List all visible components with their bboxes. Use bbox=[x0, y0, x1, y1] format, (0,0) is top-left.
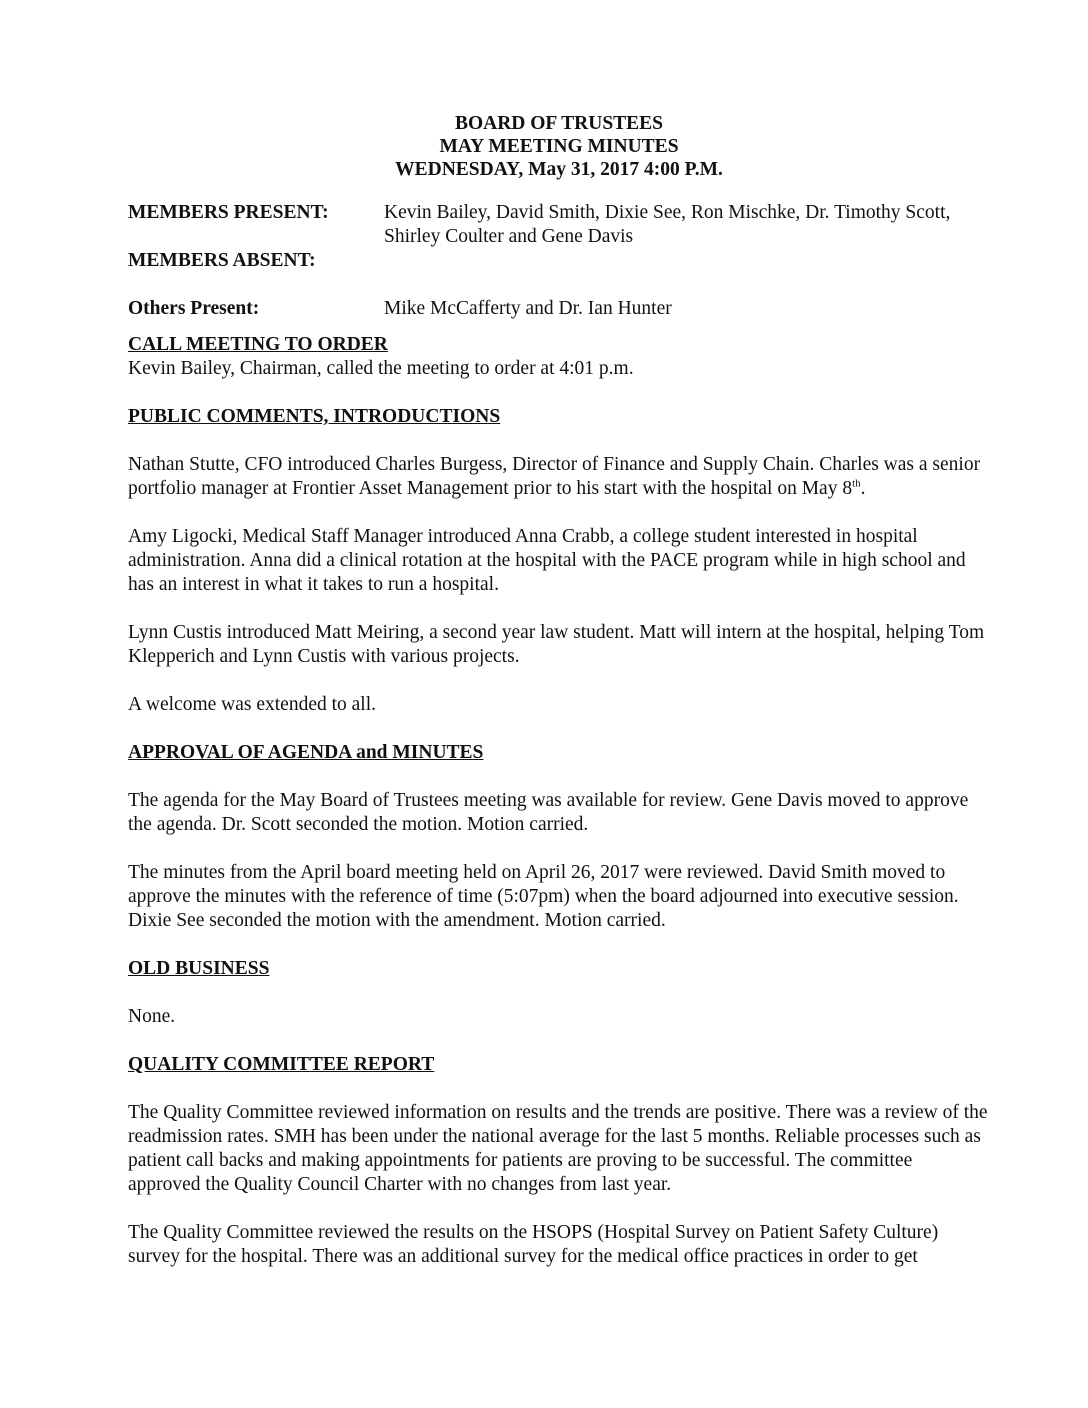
others-present-label: Others Present: bbox=[128, 298, 260, 319]
public-comments-paragraph-1-text: Nathan Stutte, CFO introduced Charles Burgess, Director of Finance and Supply Chain. Charles was a senior portfolio manager at Frontier Asset Management prior to his start with the hospital on May 8 bbox=[128, 454, 981, 499]
call-to-order-text: Kevin Bailey, Chairman, called the meeting to order at 4:01 p.m. bbox=[128, 358, 634, 379]
members-present-row bbox=[128, 201, 988, 249]
others-present-row bbox=[128, 297, 988, 321]
document-title bbox=[130, 112, 988, 181]
others-present-value: Mike McCafferty and Dr. Ian Hunter bbox=[384, 298, 672, 319]
title-line-3: WEDNESDAY, May 31, 2017 4:00 P.M. bbox=[395, 159, 723, 180]
old-business-heading: OLD BUSINESS bbox=[128, 958, 270, 979]
old-business-text: None. bbox=[128, 1006, 176, 1027]
members-present-label: MEMBERS PRESENT: bbox=[128, 202, 329, 223]
public-comments-paragraph-1-end: . bbox=[860, 478, 866, 499]
members-absent-value bbox=[384, 249, 988, 273]
members-absent-row bbox=[128, 249, 988, 273]
quality-committee-heading: QUALITY COMMITTEE REPORT bbox=[128, 1054, 435, 1075]
document-page bbox=[128, 112, 988, 1269]
title-line-1: BOARD OF TRUSTEES bbox=[454, 113, 664, 134]
approval-paragraph-1: The agenda for the May Board of Trustees meeting was available for review. Gene Davis moved to approve the agenda. Dr. Scott seconded the motion. Motion carried. bbox=[128, 790, 969, 835]
title-line-2: MAY MEETING MINUTES bbox=[439, 136, 679, 157]
ordinal-suffix: th bbox=[852, 477, 861, 490]
quality-paragraph-2: The Quality Committee reviewed the results on the HSOPS (Hospital Survey on Patient Safety Culture) survey for the hospital. There was an additional survey for the medical office practices in order to get bbox=[128, 1222, 939, 1267]
members-absent-label: MEMBERS ABSENT: bbox=[128, 250, 316, 271]
public-comments-paragraph-3: Lynn Custis introduced Matt Meiring, a second year law student. Matt will intern at the hospital, helping Tom Klepperich and Lynn Custis with various projects. bbox=[128, 622, 985, 667]
members-present-value: Kevin Bailey, David Smith, Dixie See, Ron Mischke, Dr. Timothy Scott, Shirley Coulter and Gene Davis bbox=[384, 202, 951, 247]
call-to-order-heading: CALL MEETING TO ORDER bbox=[128, 334, 388, 355]
public-comments-paragraph-1 bbox=[128, 453, 988, 501]
attendance-block bbox=[128, 201, 988, 321]
public-comments-heading: PUBLIC COMMENTS, INTRODUCTIONS bbox=[128, 406, 501, 427]
quality-paragraph-1: The Quality Committee reviewed information on results and the trends are positive. There was a review of the readmission rates. SMH has been under the national average for the last 5 months. Reliable processes such as patient call backs and making appointments for patients are proving to be successful. The committee approved the Quality Council Charter with no changes from last year. bbox=[128, 1102, 988, 1195]
public-comments-paragraph-2: Amy Ligocki, Medical Staff Manager introduced Anna Crabb, a college student interested in hospital administration. Anna did a clinical rotation at the hospital with the PACE program while in high school and has an interest in what it takes to run a hospital. bbox=[128, 526, 966, 595]
approval-heading: APPROVAL OF AGENDA and MINUTES bbox=[128, 742, 484, 763]
public-comments-paragraph-4: A welcome was extended to all. bbox=[128, 694, 377, 715]
approval-paragraph-2: The minutes from the April board meeting held on April 26, 2017 were reviewed. David Smith moved to approve the minutes with the reference of time (5:07pm) when the board adjourned into executive session. Dixie See seconded the motion with the amendment. Motion carried. bbox=[128, 862, 959, 931]
